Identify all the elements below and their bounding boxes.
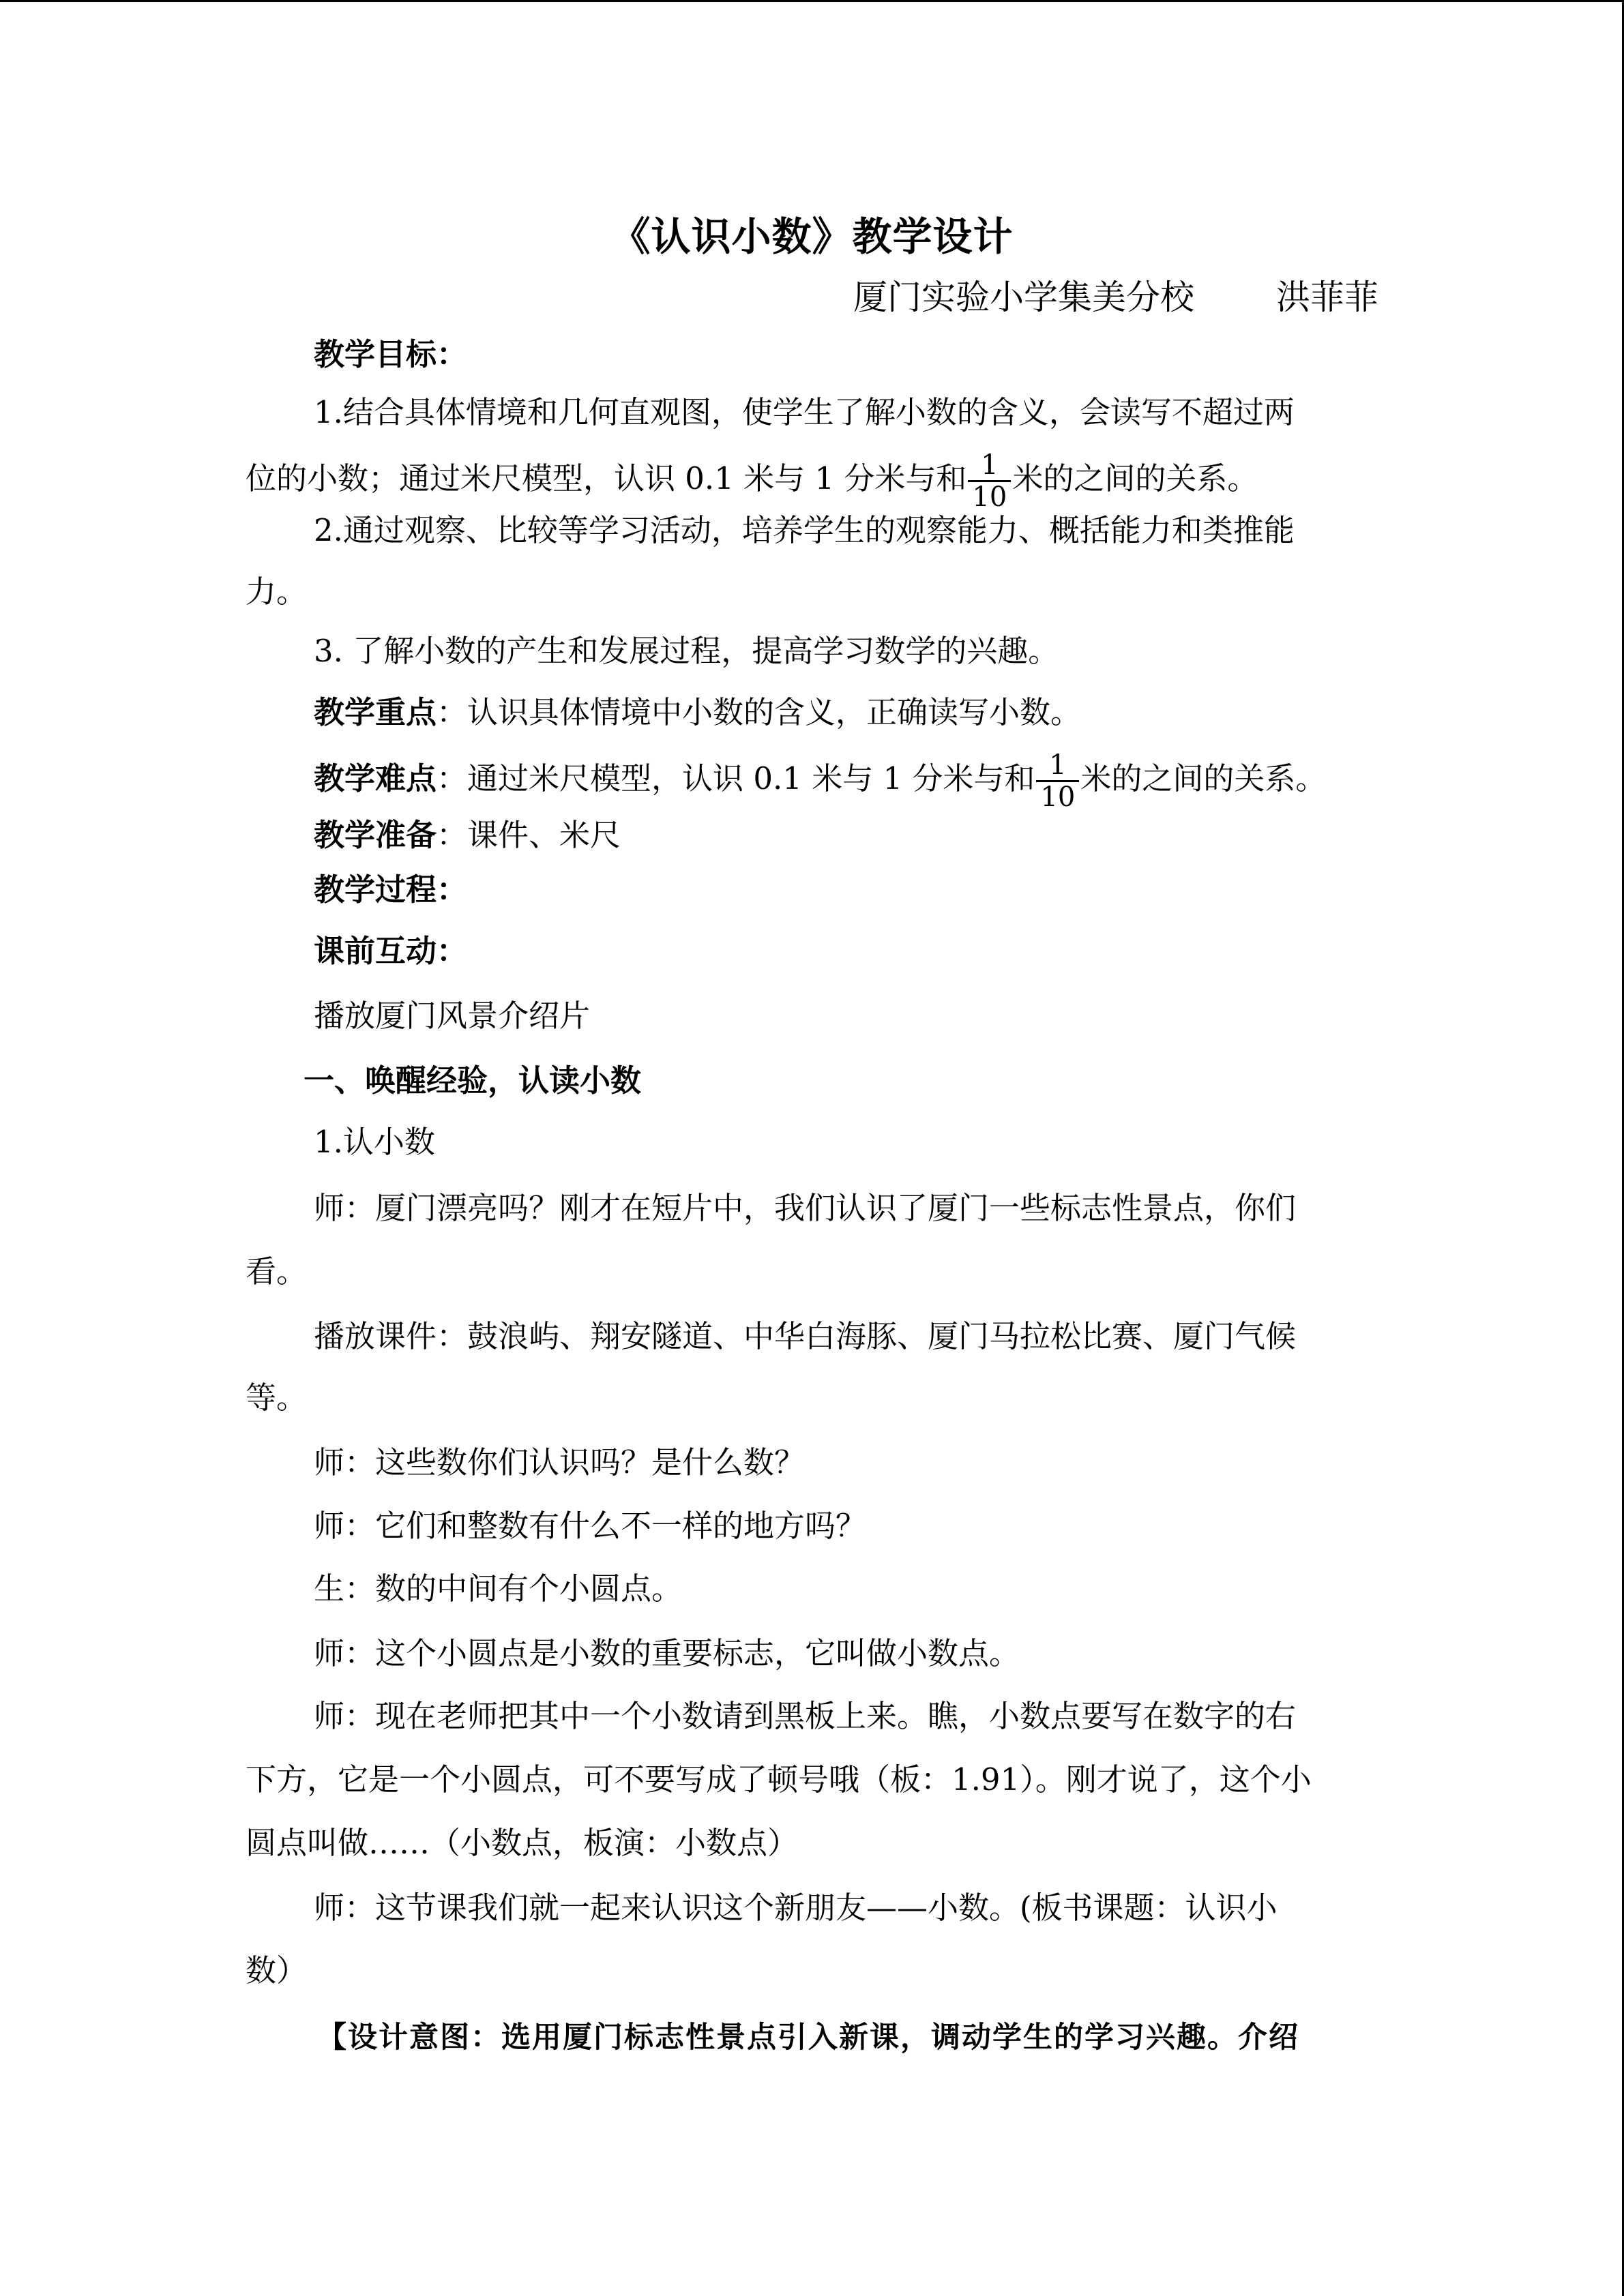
key-point-label: 教学重点 [314,694,437,730]
paragraph-1-line-1: 师：厦门漂亮吗？刚才在短片中，我们认识了厦门一些标志性景点，你们 [314,1190,1297,1226]
author-school: 厦门实验小学集美分校 [853,278,1194,317]
key-point-text: ：认识具体情境中小数的含义，正确读写小数。 [437,694,1082,730]
paragraph-8-line-1: 师：这节课我们就一起来认识这个新朋友——小数。(板书课题：认识小 [314,1890,1278,1926]
subsection-1: 1.认小数 [314,1124,435,1160]
preparation-label: 教学准备 [314,817,437,853]
objective-1-text-pre: 位的小数；通过米尺模型，认识 0.1 米与 1 分米与和 [246,460,967,496]
paragraph-5: 生：数的中间有个小圆点。 [314,1570,683,1607]
author-name: 洪菲菲 [1276,278,1378,317]
fraction-denominator: 10 [1040,781,1076,813]
paragraph-7-line-1: 师：现在老师把其中一个小数请到黑板上来。瞧，小数点要写在数字的右 [314,1698,1297,1734]
preparation [314,815,621,856]
design-intent: 【设计意图：选用厦门标志性景点引入新课，调动学生的学习兴趣。介绍 [317,2021,1299,2055]
difficulty-text-post: 米的之间的关系。 [1080,760,1327,796]
paragraph-6: 师：这个小圆点是小数的重要标志，它叫做小数点。 [314,1635,1020,1671]
paragraph-2-line-1: 播放课件：鼓浪屿、翔安隧道、中华白海豚、厦门马拉松比赛、厦门气候 [314,1318,1297,1354]
difficulty-text-pre: ：通过米尺模型，认识 0.1 米与 1 分米与和 [437,760,1035,796]
preparation-text: ：课件、米尺 [437,817,621,853]
paragraph-7-line-2: 下方，它是一个小圆点，可不要写成了顿号哦（板：1.91）。刚才说了，这个小 [246,1761,1312,1798]
fraction-numerator: 1 [968,450,1011,482]
key-point [314,692,1081,733]
fraction-numerator: 1 [1036,750,1079,782]
fraction-denominator: 10 [972,481,1007,513]
objective-1-text-post: 米的之间的关系。 [1012,460,1258,496]
paragraph-3: 师：这些数你们认识吗？是什么数？ [314,1444,806,1480]
paragraph-4: 师：它们和整数有什么不一样的地方吗？ [314,1508,867,1544]
objective-1-line-1: 1.结合具体情境和几何直观图，使学生了解小数的含义，会读写不超过两 [314,394,1295,430]
section-1-heading: 一、唤醒经验，认读小数 [304,1062,642,1099]
objective-1-line-2 [246,450,1258,512]
difficulty-label: 教学难点 [314,760,437,796]
pre-class-heading: 课前互动： [314,933,468,969]
author-line [853,270,1378,319]
fraction-one-tenth [968,450,1011,512]
objective-3: 3. 了解小数的产生和发展过程，提高学习数学的兴趣。 [314,633,1059,669]
difficulty [314,750,1326,812]
paragraph-2-line-2: 等。 [246,1380,308,1416]
paragraph-8-line-2: 数） [246,1952,308,1988]
objective-2-line-1: 2.通过观察、比较等学习活动，培养学生的观察能力、概括能力和类推能 [314,512,1295,548]
paragraph-1-line-2: 看。 [246,1253,308,1289]
objectives-heading: 教学目标： [314,336,468,372]
document-title: 《认识小数》教学设计 [610,213,1014,260]
process-heading: 教学过程： [314,871,468,908]
pre-class-text: 播放厦门风景介绍片 [314,998,591,1034]
objective-2-line-2: 力。 [246,573,308,610]
paragraph-7-line-3: 圆点叫做……（小数点，板演：小数点） [246,1825,799,1861]
fraction-one-tenth-2 [1036,750,1079,812]
